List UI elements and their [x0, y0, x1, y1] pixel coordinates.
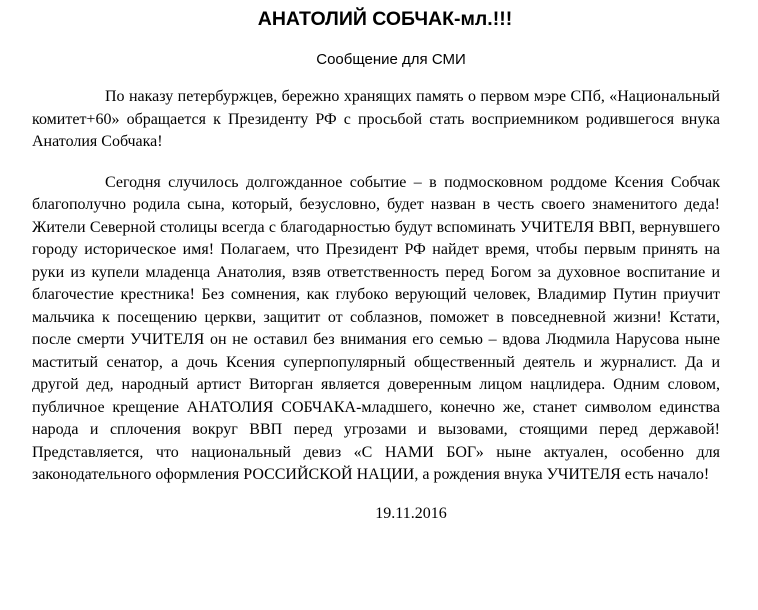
document-title: АНАТОЛИЙ СОБЧАК-мл.!!! — [257, 8, 513, 30]
paragraph-appeal: По наказу петербуржцев, бережно хранящих память о первом мэре СПб, «Национальный комитет+60» обращается к Президенту РФ с просьбой стать восприемником родившегося внука Анатолия Собчака! — [32, 88, 720, 150]
document-date: 19.11.2016 — [375, 504, 447, 522]
document-subtitle: Сообщение для СМИ — [316, 51, 466, 68]
paragraph-main-text: Сегодня случилось долгожданное событие – в подмосковном роддоме Ксения Собчак благополучно родила сына, который, безусловно, будет назван в честь своего знаменитого деда! Жители Северной столицы всегда с благодарностью будут вспоминать УЧИТЕЛЯ ВВП, вернувшего городу историческое имя! Полагаем, что Президент РФ найдет время, чтобы первым принять на руки из купели младенца Анатолия, взяв ответственность перед Богом за духовное воспитание и благочестие крестника! Без сомнения, как глубоко верующий человек, Владимир Путин приучит мальчика к посещению церкви, защитит от соблазнов, поможет в повседневной жизни! Кстати, после смерти УЧИТЕЛЯ он не оставил без внимания его семью – вдова Людмила Нарусова ныне маститый сенатор, а дочь Ксения суперпопулярный общественный деятель и журналист. Да и другой дед, народный артист Виторган является доверенным лицом нацлидера. Одним словом, публичное крещение АНАТОЛИЯ СОБЧАКА-младшего, конечно же, станет символом единства народа и сплочения вокруг ВВП перед угрозами и вызовами, стоящими перед державой! Представляется, что национальный девиз «С НАМИ БОГ» ныне актуален, особенно для законодательного оформления РОССИЙСКОЙ НАЦИИ, а рождения внука УЧИТЕЛЯ есть начало! — [32, 173, 720, 483]
document-page — [32, 4, 720, 525]
